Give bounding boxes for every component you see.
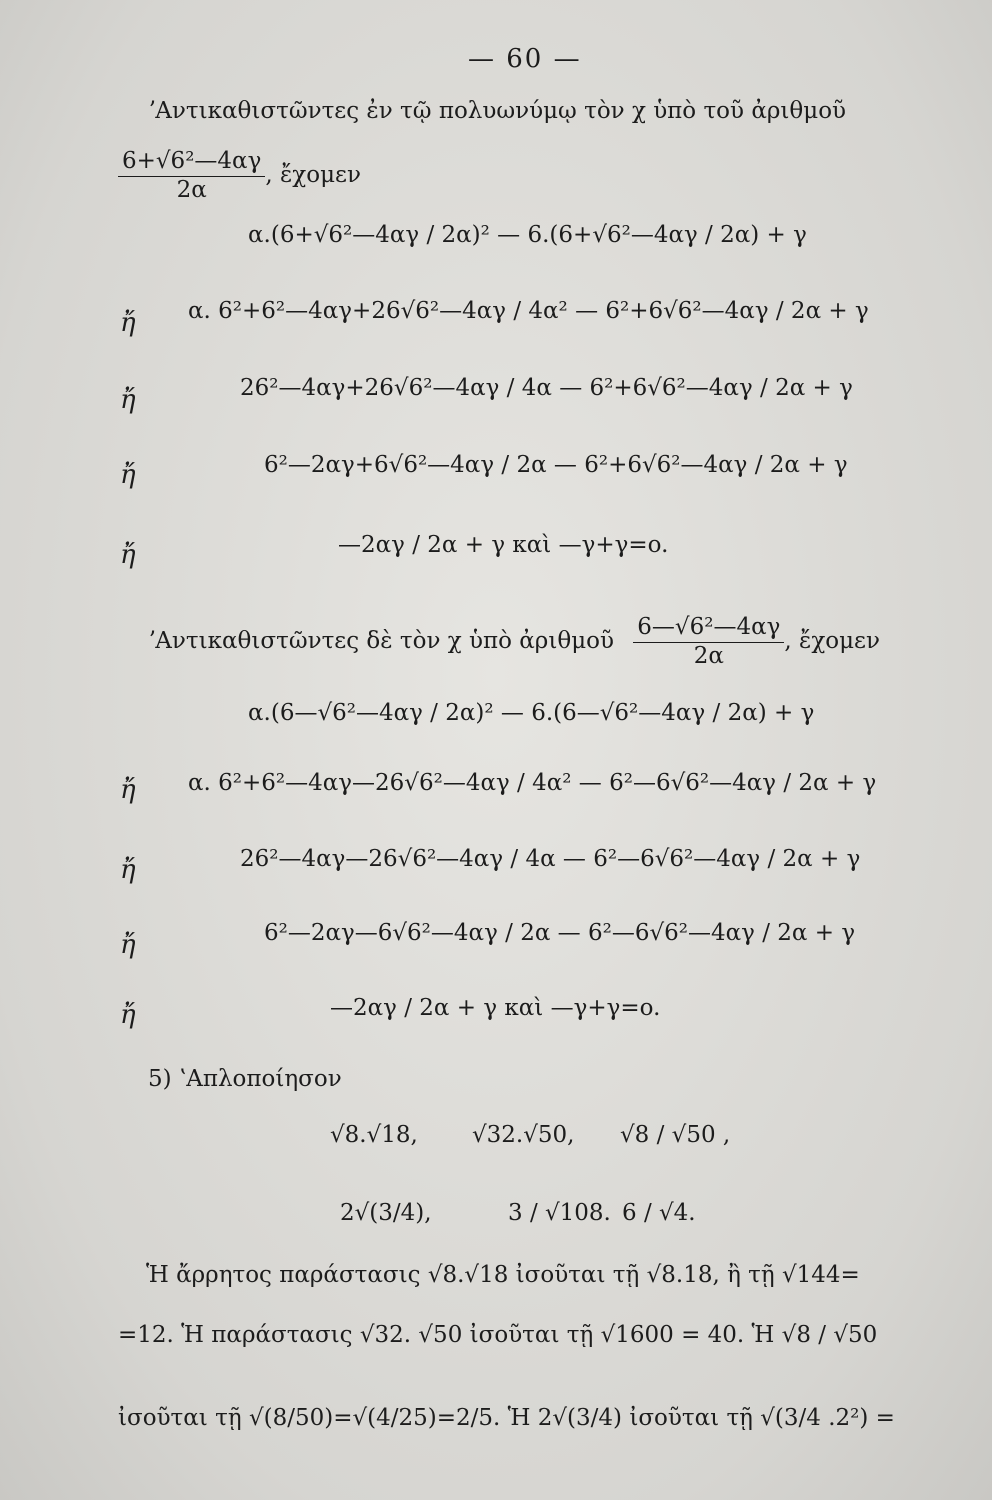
intro2-line	[148, 614, 880, 670]
block2-prefix-4: ἤ	[120, 930, 136, 960]
block2-line-3	[240, 846, 860, 872]
intro1-frac-num: 6+√6²—4αγ	[118, 148, 265, 177]
page-number: — 60 —	[468, 44, 582, 74]
exercise-row2-item3: 6 / √4.	[622, 1200, 696, 1226]
block2-expr-3: 26²—4αγ—26√6²—4αγ / 4α — 6²—6√6²—4αγ / 2α + γ	[240, 846, 861, 872]
block1-line-2	[188, 298, 869, 324]
exercise-label: 5) ʽΑπλοποίησον	[148, 1066, 342, 1092]
block1-prefix-4: ἤ	[120, 460, 136, 490]
block2-line-5	[330, 995, 660, 1021]
block1-expr-2: α. 6²+6²—4αγ+26√6²—4αγ / 4α² — 6²+6√6²—4αγ / 2α + γ	[188, 298, 869, 324]
block2-line-2	[188, 770, 876, 796]
block2-expr-5: —2αγ / 2α + γ καὶ —γ+γ=o.	[330, 995, 661, 1021]
block1-expr-1: α.(6+√6²—4αγ / 2α)² — 6.(6+√6²—4αγ / 2α) + γ	[248, 222, 807, 248]
intro1-text: ʼΑντικαθιστῶντες ἐν τῷ πολυωνύμῳ τὸν χ ὑπὸ τοῦ ἀριθμοῦ	[148, 98, 847, 124]
block2-line-1	[248, 700, 814, 726]
exercise-row2-item1: 2√(3/4),	[340, 1200, 432, 1226]
intro2-after: , ἔχομεν	[784, 628, 880, 655]
para-line-2: =12. Ἡ παράστασις √32. √50 ἰσοῦται τῇ √1600 = 40. Ἡ √8 / √50	[118, 1322, 878, 1348]
intro2-frac-num: 6—√6²—4αγ	[633, 614, 784, 643]
block1-prefix-2: ἤ	[120, 308, 136, 338]
block2-line-4	[264, 920, 855, 946]
block2-expr-1: α.(6—√6²—4αγ / 2α)² — 6.(6—√6²—4αγ / 2α) + γ	[248, 700, 815, 726]
block2-prefix-5: ἤ	[120, 1000, 136, 1030]
exercise-row1-item1: √8.√18,	[330, 1122, 418, 1148]
block1-line-1	[248, 222, 807, 248]
block1-line-5	[338, 532, 668, 558]
block2-expr-2: α. 6²+6²—4αγ—26√6²—4αγ / 4α² — 6²—6√6²—4αγ / 2α + γ	[188, 770, 877, 796]
block1-prefix-3: ἤ	[120, 385, 136, 415]
para-line-3: ἰσοῦται τῇ √(8/50)=√(4/25)=2/5. Ἡ 2√(3/4) ἰσοῦται τῇ √(3/4 .2²) =	[118, 1405, 895, 1431]
block1-expr-4: 6²—2αγ+6√6²—4αγ / 2α — 6²+6√6²—4αγ / 2α + γ	[264, 452, 848, 478]
block2-expr-4: 6²—2αγ—6√6²—4αγ / 2α — 6²—6√6²—4αγ / 2α + γ	[264, 920, 856, 946]
block2-prefix-2: ἤ	[120, 775, 136, 805]
exercise-row2-item2: 3 / √108.	[508, 1200, 611, 1226]
block1-expr-3: 26²—4αγ+26√6²—4αγ / 4α — 6²+6√6²—4αγ / 2α + γ	[240, 375, 853, 401]
intro1-fraction	[118, 148, 361, 204]
block1-line-3	[240, 375, 853, 401]
intro1-after: , ἔχομεν	[265, 162, 361, 189]
block1-line-4	[264, 452, 848, 478]
block1-expr-5: —2αγ / 2α + γ καὶ —γ+γ=o.	[338, 532, 669, 558]
block2-prefix-3: ἤ	[120, 855, 136, 885]
exercise-row1-item2: √32.√50,	[472, 1122, 575, 1148]
para-line-1: Ἡ ἄρρητος παράστασις √8.√18 ἰσοῦται τῇ √8.18, ἢ τῇ √144=	[146, 1262, 860, 1288]
block1-prefix-5: ἤ	[120, 540, 136, 570]
intro2-frac-den: 2α	[693, 642, 724, 669]
exercise-row1-item3: √8 / √50 ,	[620, 1122, 731, 1148]
intro2-text: ʼΑντικαθιστῶντες δὲ τὸν χ ὑπὸ ἀριθμοῦ	[148, 628, 614, 655]
intro1-frac-den: 2α	[176, 176, 207, 203]
